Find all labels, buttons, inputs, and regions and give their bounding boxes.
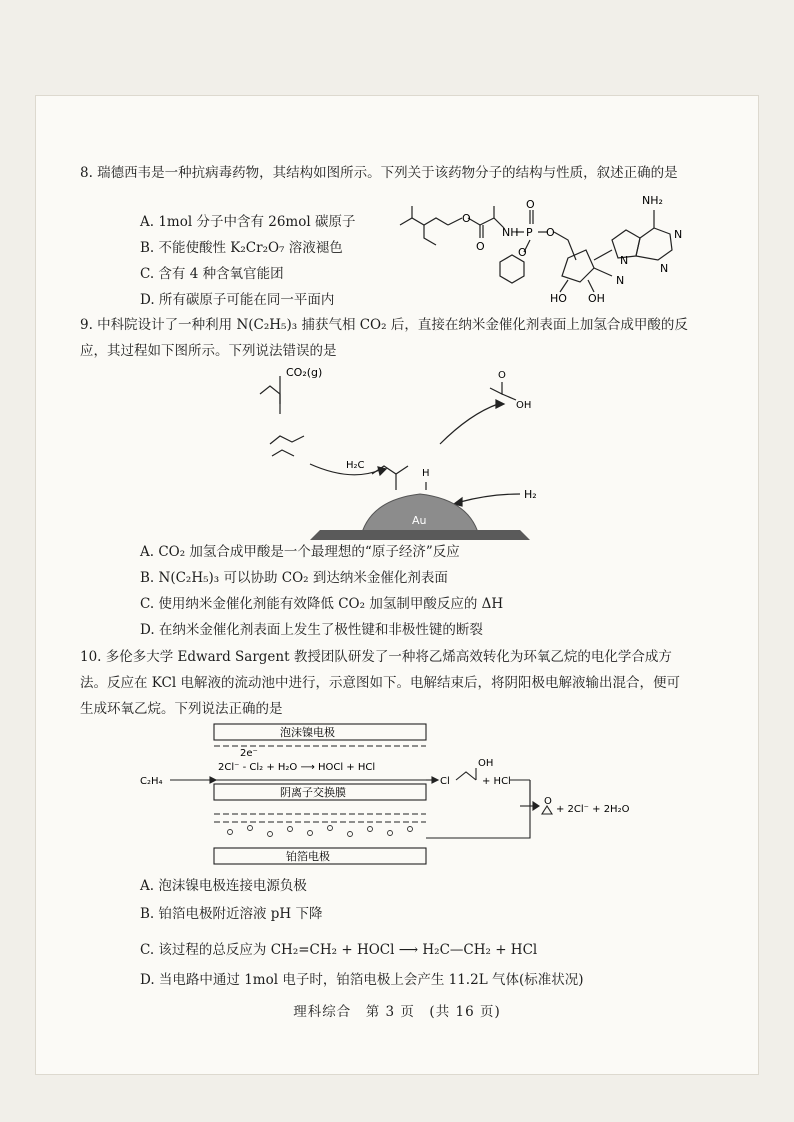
q10-stem: 10. 多伦多大学 Edward Sargent 教授团队研发了一种将乙烯高效转化为环氧乙烷的电化学合成方法。反应在 KCl 电解液的流动池中进行，示意图如下。电解结束后，将阴阳极电解液输出混合，便可生成环氧乙烷。下列说法正确的是	[80, 649, 680, 717]
fig9-h2c: H₂C	[346, 460, 365, 471]
q10-option-a: A. 泡沫镍电极连接电源负极	[140, 878, 307, 894]
fig8-o5: O	[518, 246, 527, 259]
q8-stem: 8. 瑞德西韦是一种抗病毒药物，其结构如图所示。下列关于该药物分子的结构与性质，叙述正确的是	[80, 165, 678, 181]
q8-option-c: C. 含有 4 种含氧官能团	[140, 266, 284, 282]
fig10-cl: Cl	[440, 776, 450, 787]
fig9-h: H	[422, 468, 430, 479]
fig9-oh: OH	[516, 400, 532, 411]
fig8-oh: OH	[588, 292, 605, 305]
q8-option-b: B. 不能使酸性 K₂Cr₂O₇ 溶液褪色	[140, 240, 343, 256]
fig8-p: P	[526, 226, 533, 239]
fig8-o4: O	[546, 226, 555, 239]
fig10-product: + 2Cl⁻ + 2H₂O	[556, 804, 630, 815]
fig10-membrane: 阴离子交换膜	[280, 786, 346, 799]
fig8-ho: HO	[550, 292, 567, 305]
fig8-nh2: NH₂	[642, 194, 663, 207]
q8-option-a: A. 1mol 分子中含有 26mol 碳原子	[140, 214, 356, 230]
fig8-o1: O	[462, 212, 471, 225]
q10-option-c: C. 该过程的总反应为 CH₂=CH₂ + HOCl ⟶ H₂C—CH₂ + HCl	[140, 942, 538, 958]
fig8-o3: O	[526, 198, 535, 211]
fig10-platinum-electrode: 铂箔电极	[286, 850, 330, 863]
fig8-n3: N	[660, 262, 669, 275]
fig10-ethylene: C₂H₄	[140, 776, 163, 787]
fig8-nh: NH	[502, 226, 519, 239]
fig10-o: O	[544, 796, 552, 807]
fig9-h2: H₂	[524, 488, 537, 501]
page-footer: 理科综合 第 3 页 (共 16 页)	[293, 1004, 501, 1020]
fig9-o: O	[498, 370, 506, 381]
fig9-au: Au	[412, 514, 427, 527]
q8-option-d: D. 所有碳原子可能在同一平面内	[140, 292, 335, 308]
fig10-reaction: 2Cl⁻ - Cl₂ + H₂O ⟶ HOCl + HCl	[218, 762, 376, 773]
q9-option-b: B. N(C₂H₅)₃ 可以协助 CO₂ 到达纳米金催化剂表面	[140, 570, 448, 586]
q9-stem: 9. 中科院设计了一种利用 N(C₂H₅)₃ 捕获气相 CO₂ 后，直接在纳米金催化剂表面上加氢合成甲酸的反应，其过程如下图所示。下列说法错误的是	[80, 317, 688, 359]
q9-option-c: C. 使用纳米金催化剂能有效降低 CO₂ 加氢制甲酸反应的 ΔH	[140, 596, 504, 612]
fig9-co2: CO₂(g)	[286, 366, 323, 379]
q10-option-d: D. 当电路中通过 1mol 电子时，铂箔电极上会产生 11.2L 气体(标准状况)	[140, 972, 584, 988]
remdesivir-structure	[390, 180, 700, 310]
q10-option-b: B. 铂箔电极附近溶液 pH 下降	[140, 906, 323, 922]
fig10-nickel-electrode: 泡沫镍电极	[280, 726, 335, 739]
fig10-hcl: + HCl	[482, 776, 511, 787]
q9-option-d: D. 在纳米金催化剂表面上发生了极性键和非极性键的断裂	[140, 622, 483, 638]
co2-hydrogenation-diagram	[250, 364, 580, 540]
fig8-o2: O	[476, 240, 485, 253]
fig8-n2: N	[674, 228, 683, 241]
fig10-electrons: 2e⁻	[240, 748, 258, 759]
fig8-n1: N	[620, 254, 629, 267]
electrolysis-cell-diagram	[140, 720, 660, 870]
q9-option-a: A. CO₂ 加氢合成甲酸是一个最理想的“原子经济”反应	[140, 544, 460, 560]
fig8-cn: N	[616, 274, 625, 287]
fig10-oh: OH	[478, 758, 494, 769]
